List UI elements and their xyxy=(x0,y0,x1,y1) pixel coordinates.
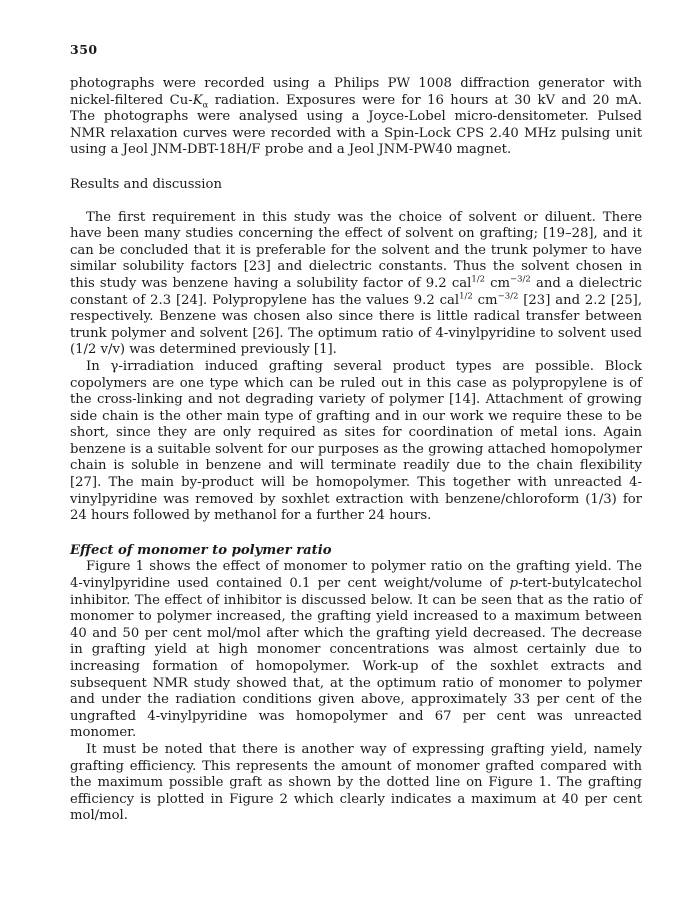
monomer-ratio-paragraph-1: Figure 1 shows the effect of monomer to polymer ratio on the grafting yield. The 4-vinylpyridine used contained 0.1 per cent weight/volume of p-tert-butylcatechol inhibitor. The effect of inhibitor is discussed below. It can be seen that as the ratio of monomer to polymer increased, the grafting yield increased to a maximum between 40 and 50 per cent mol/mol after which the grafting yield decreased. The decrease in grafting yield at high monomer concentrations was almost certainly due to increasing formation of homopolymer. Work-up of the soxhlet extracts and subsequent NMR study showed that, at the optimum ratio of monomer to polymer and under the radiation conditions given above, approximately 33 per cent of the ungrafted 4-vinylpyridine was homopolymer and 67 per cent was unreacted monomer. xyxy=(70,559,642,741)
page-number: 350 xyxy=(70,42,98,57)
results-paragraph-1: The first requirement in this study was the choice of solvent or diluent. There have been many studies concerning the effect of solvent on grafting; [19–28], and it can be concluded that it is preferable for the solvent and the trunk polymer to have similar solubility factors [23] and dielectric constants. Thus the solvent chosen in this study was benzene having a solubility factor of 9.2 cal$^{1/2}$ $cm^{-3/2}$ and a dielectric constant of 2.3 [24]. Polypropylene has the values 9.2 cal$^{1/2}$ $cm^{-3/2}$ [23] and 2.2 [25], respectively. Benzene was chosen also since there is little radical transfer between trunk polymer and solvent [26]. The optimum ratio of 4-vinylpyridine to solvent used (1/2 v/v) was determined previously [1]. xyxy=(70,209,643,358)
monomer-ratio-paragraph-2: It must be noted that there is another way of expressing grafting yield, namely grafting efficiency. This represents the amount of monomer grafted compared with the maximum possible graft as shown by the dotted line on Figure 1. The grafting efficiency is plotted in Figure 2 which clearly indicates a maximum at 40 per cent mol/mol. xyxy=(70,741,642,824)
page-body xyxy=(70,76,642,825)
results-paragraph-2: In γ-irradiation induced grafting several product types are possible. Block copolymers are one type which can be ruled out in this case as polypropylene is of the cross-linking and not degrading variety of polymer [14]. Attachment of growing side chain is the other main type of grafting and in our work we require these to be short, since they are only required as sites for coordination of metal ions. Again benzene is a suitable solvent for our purposes as the growing attached homopolymer chain is soluble in benzene and will terminate readily due to the chain flexibility [27]. The main by-product will be homopolymer. This together with unreacted 4-vinylpyridine was removed by soxhlet extraction with benzene/chloroform (1/3) for 24 hours followed by methanol for a further 24 hours. xyxy=(70,358,642,524)
intro-paragraph: photographs were recorded using a Philips PW 1008 diffraction generator with nickel-filtered $Cu-K_\alpha$ radiation. Exposures were for 16 hours at 30 kV and 20 mA. The photographs were analysed using a Joyce-Lobel micro-densitometer. Pulsed NMR relaxation curves were recorded with a Spin-Lock CPS 2.40 MHz pulsing unit using a Jeol JNM-DBT-18H/F probe and a Jeol JNM-PW40 magnet. xyxy=(70,76,642,158)
subsection-heading-monomer-ratio: Effect of monomer to polymer ratio xyxy=(70,542,332,558)
section-heading-results: Results and discussion xyxy=(70,176,222,192)
